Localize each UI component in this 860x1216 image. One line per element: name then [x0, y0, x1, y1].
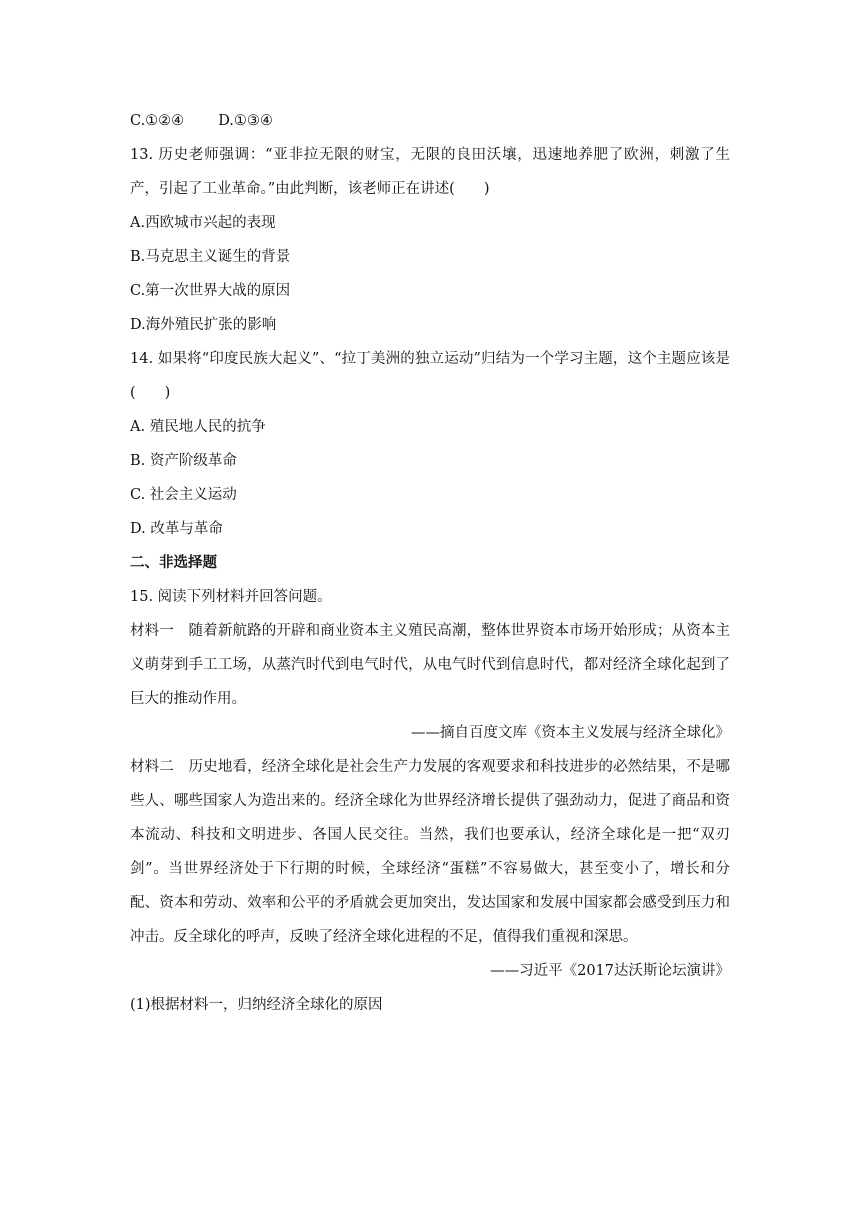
q14-stem: 14. 如果将“印度民族大起义”、“拉丁美洲的独立运动”归结为一个学习主题，这个主题应该是( ) [130, 351, 730, 401]
document-page [130, 104, 730, 1022]
option-c: C.①②④ [130, 113, 185, 129]
q12-options-cd [130, 104, 730, 138]
q14-option-b: B. 资产阶级革命 [130, 453, 237, 469]
q15-material2: 材料二 历史地看，经济全球化是社会生产力发展的客观要求和科技进步的必然结果，不是哪些人、哪些国家人为造出来的。经济全球化为世界经济增长提供了强劲动力，促进了商品和资本流动、科技和文明进步、各国人民交往。当然，我们也要承认，经济全球化是一把“双刃剑”。当世界经济处于下行期的时候，全球经济“蛋糕”不容易做大，甚至变小了，增长和分配、资本和劳动、效率和公平的矛盾就会更加突出，发达国家和发展中国家都会感受到压力和冲击。反全球化的呼声，反映了经济全球化进程的不足，值得我们重视和深思。 [130, 759, 730, 945]
q15-stem: 15. 阅读下列材料并回答问题。 [130, 589, 332, 605]
q13-option-c: C.第一次世界大战的原因 [130, 283, 291, 299]
q15-subquestion-1: (1)根据材料一，归纳经济全球化的原因 [130, 997, 383, 1013]
q13-option-d: D.海外殖民扩张的影响 [130, 317, 277, 333]
q15-material2-source: ——习近平《2017达沃斯论坛演讲》 [490, 963, 730, 979]
q14-option-a: A. 殖民地人民的抗争 [130, 419, 266, 435]
q15-material1: 材料一 随着新航路的开辟和商业资本主义殖民高潮，整体世界资本市场开始形成；从资本主义萌芽到手工工场，从蒸汽时代到电气时代，从电气时代到信息时代，都对经济全球化起到了巨大的推动作用。 [130, 623, 730, 707]
q13-stem: 13. 历史老师强调：“亚非拉无限的财宝，无限的良田沃壤，迅速地养肥了欧洲，刺激了生产，引起了工业革命。”由此判断，该老师正在讲述( ) [130, 147, 730, 197]
option-d: D.①③④ [218, 113, 273, 129]
q15-material1-source: ——摘自百度文库《资本主义发展与经济全球化》 [411, 725, 730, 741]
q13-option-a: A.西欧城市兴起的表现 [130, 215, 276, 231]
q13-option-b: B.马克思主义诞生的背景 [130, 249, 291, 265]
q14-option-c: C. 社会主义运动 [130, 487, 237, 503]
section-title: 二、非选择题 [130, 554, 217, 571]
q14-option-d: D. 改革与革命 [130, 521, 223, 537]
